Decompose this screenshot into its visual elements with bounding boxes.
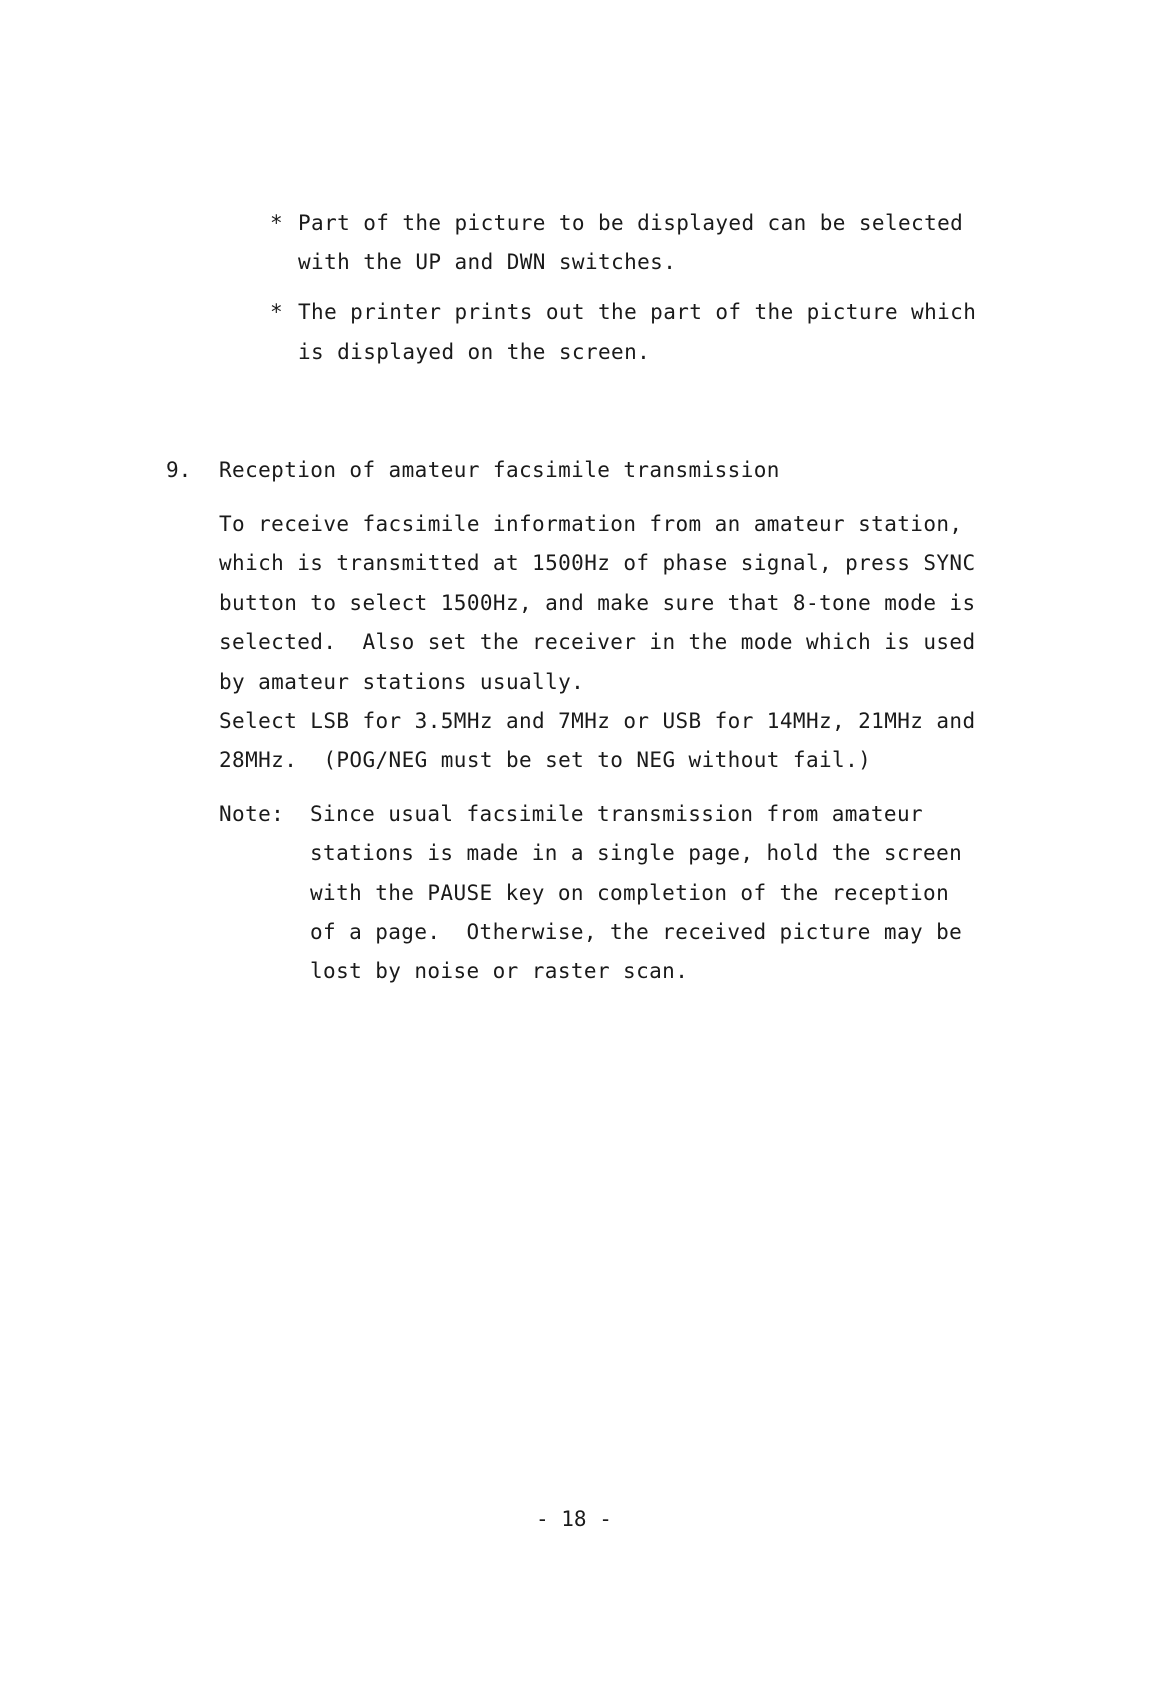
note-line-3: with the PAUSE key on completion of the reception (310, 881, 950, 905)
bullet-marker: * (270, 211, 283, 235)
bullet-1-line-1: Part of the picture to be displayed can be selected (298, 211, 964, 235)
paragraph-1-line-2: which is transmitted at 1500Hz of phase signal, press SYNC (219, 551, 976, 575)
bullet-2-line-1: The printer prints out the part of the picture which (298, 300, 977, 324)
section-number: 9. (166, 458, 192, 482)
note-line-4: of a page. Otherwise, the received picture may be (310, 920, 963, 944)
bullet-marker: * (270, 300, 283, 324)
page-number: - 18 - (536, 1507, 612, 1531)
section-heading: Reception of amateur facsimile transmission (219, 458, 780, 482)
note-line-2: stations is made in a single page, hold the screen (310, 841, 963, 865)
paragraph-1-line-4: selected. Also set the receiver in the mode which is used (219, 630, 976, 654)
paragraph-2-line-2: 28MHz. (POG/NEG must be set to NEG without fail.) (219, 748, 872, 772)
bullet-2-line-2: is displayed on the screen. (298, 340, 651, 364)
paragraph-1-line-1: To receive facsimile information from an amateur station, (219, 512, 963, 536)
note-line-1: Since usual facsimile transmission from amateur (310, 802, 924, 826)
bullet-1-line-2: with the UP and DWN switches. (298, 250, 677, 274)
paragraph-1-line-3: button to select 1500Hz, and make sure that 8-tone mode is (219, 591, 976, 615)
paragraph-2-line-1: Select LSB for 3.5MHz and 7MHz or USB for 14MHz, 21MHz and (219, 709, 976, 733)
note-line-5: lost by noise or raster scan. (310, 959, 689, 983)
paragraph-1-line-5: by amateur stations usually. (219, 670, 585, 694)
note-label: Note: (219, 802, 285, 826)
